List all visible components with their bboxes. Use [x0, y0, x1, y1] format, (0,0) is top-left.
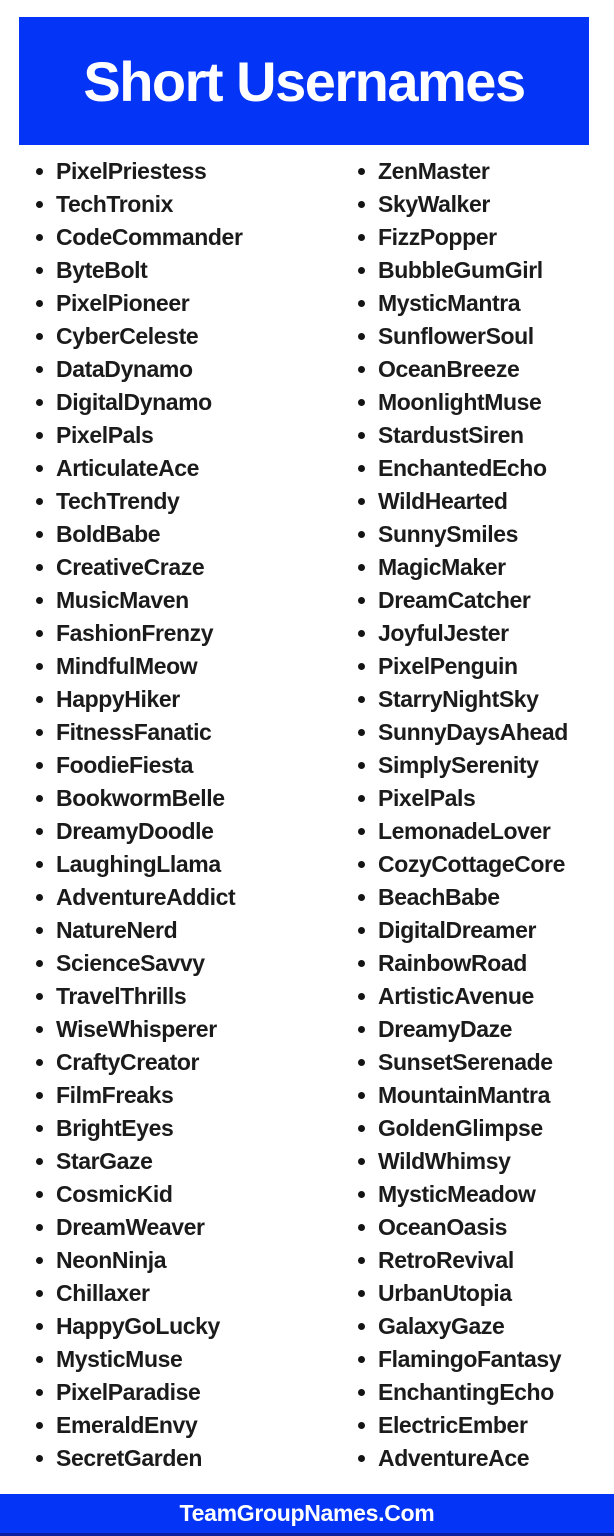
bullet-icon [36, 663, 43, 670]
username-text: SunsetSerenade [378, 1049, 553, 1075]
username-text: BeachBabe [378, 884, 500, 910]
bullet-icon [36, 234, 43, 241]
list-item [358, 716, 608, 749]
list-item [358, 749, 608, 782]
bullet-icon [358, 1422, 365, 1429]
username-text: FilmFreaks [56, 1082, 174, 1108]
list-item [358, 1376, 608, 1409]
username-text: SkyWalker [378, 191, 490, 217]
username-text: StarryNightSky [378, 686, 539, 712]
bullet-icon [36, 861, 43, 868]
username-text: DreamyDaze [378, 1016, 513, 1042]
username-text: CyberCeleste [56, 323, 199, 349]
bullet-icon [36, 1323, 43, 1330]
username-text: EmeraldEnvy [56, 1412, 198, 1438]
bullet-icon [358, 300, 365, 307]
list-item [358, 155, 608, 188]
bullet-icon [358, 927, 365, 934]
list-item [358, 518, 608, 551]
bullet-icon [358, 696, 365, 703]
list-item [358, 287, 608, 320]
username-text: BrightEyes [56, 1115, 174, 1141]
list-item [358, 848, 608, 881]
bullet-icon [36, 267, 43, 274]
list-item [36, 221, 326, 254]
username-text: PixelPioneer [56, 290, 190, 316]
list-item [36, 1079, 326, 1112]
username-list-left [36, 155, 326, 1475]
bullet-icon [358, 597, 365, 604]
list-item [36, 947, 326, 980]
username-text: DigitalDynamo [56, 389, 212, 415]
username-text: OceanOasis [378, 1214, 507, 1240]
bullet-icon [36, 927, 43, 934]
bullet-icon [358, 1092, 365, 1099]
list-item [36, 1376, 326, 1409]
list-item [36, 782, 326, 815]
username-text: FlamingoFantasy [378, 1346, 562, 1372]
bullet-icon [358, 663, 365, 670]
list-item [358, 452, 608, 485]
bullet-icon [358, 234, 365, 241]
list-item [36, 617, 326, 650]
list-item [358, 947, 608, 980]
list-item [36, 815, 326, 848]
bullet-icon [358, 861, 365, 868]
username-text: FashionFrenzy [56, 620, 214, 646]
username-text: SunnySmiles [378, 521, 519, 547]
username-text: CraftyCreator [56, 1049, 200, 1075]
list-item [36, 551, 326, 584]
bullet-icon [36, 531, 43, 538]
username-text: DreamCatcher [378, 587, 531, 613]
username-text: MountainMantra [378, 1082, 550, 1108]
bullet-icon [36, 795, 43, 802]
list-item [358, 320, 608, 353]
bullet-icon [358, 366, 365, 373]
list-item [358, 1310, 608, 1343]
username-text: GalaxyGaze [378, 1313, 505, 1339]
bullet-icon [358, 795, 365, 802]
username-text: DreamWeaver [56, 1214, 205, 1240]
username-text: PixelPals [56, 422, 154, 448]
bullet-icon [358, 399, 365, 406]
username-text: RainbowRoad [378, 950, 527, 976]
bullet-icon [36, 696, 43, 703]
list-item [36, 914, 326, 947]
username-text: PixelPals [378, 785, 476, 811]
username-text: SunflowerSoul [378, 323, 534, 349]
footer-site-name: TeamGroupNames.Com [179, 1500, 435, 1526]
username-text: MysticMuse [56, 1346, 183, 1372]
username-text: TechTrendy [56, 488, 180, 514]
list-item [358, 683, 608, 716]
username-text: CosmicKid [56, 1181, 173, 1207]
list-item [358, 254, 608, 287]
bullet-icon [358, 1257, 365, 1264]
bullet-icon [36, 1026, 43, 1033]
bullet-icon [358, 1158, 365, 1165]
username-text: MusicMaven [56, 587, 189, 613]
username-text: LemonadeLover [378, 818, 551, 844]
bullet-icon [358, 1389, 365, 1396]
bullet-icon [36, 333, 43, 340]
username-list-right [358, 155, 608, 1475]
bullet-icon [358, 1323, 365, 1330]
list-item [36, 980, 326, 1013]
list-item [36, 1178, 326, 1211]
username-text: HappyHiker [56, 686, 180, 712]
bullet-icon [36, 498, 43, 505]
username-text: WildWhimsy [378, 1148, 511, 1174]
list-item [36, 1442, 326, 1475]
list-item [358, 419, 608, 452]
bullet-icon [36, 1092, 43, 1099]
bullet-icon [36, 1125, 43, 1132]
list-item [36, 1310, 326, 1343]
username-text: MysticMantra [378, 290, 521, 316]
list-item [36, 1409, 326, 1442]
username-text: MysticMeadow [378, 1181, 536, 1207]
username-text: OceanBreeze [378, 356, 520, 382]
bullet-icon [36, 1290, 43, 1297]
list-item [358, 1244, 608, 1277]
bullet-icon [36, 1455, 43, 1462]
bullet-icon [36, 300, 43, 307]
username-text: EnchantingEcho [378, 1379, 554, 1405]
bullet-icon [36, 960, 43, 967]
username-text: NatureNerd [56, 917, 178, 943]
bullet-icon [36, 465, 43, 472]
bullet-icon [358, 1125, 365, 1132]
list-item [36, 254, 326, 287]
username-text: SunnyDaysAhead [378, 719, 568, 745]
bullet-icon [358, 1356, 365, 1363]
list-item [36, 386, 326, 419]
list-item [36, 155, 326, 188]
bullet-icon [36, 597, 43, 604]
list-item [36, 1244, 326, 1277]
page-title: Short Usernames [83, 49, 525, 113]
list-item [358, 1145, 608, 1178]
username-text: FizzPopper [378, 224, 497, 250]
footer-banner [0, 1494, 614, 1536]
list-item [358, 188, 608, 221]
list-item [358, 584, 608, 617]
list-item [36, 419, 326, 452]
username-text: ByteBolt [56, 257, 148, 283]
username-text: FoodieFiesta [56, 752, 194, 778]
username-text: GoldenGlimpse [378, 1115, 543, 1141]
username-text: StardustSiren [378, 422, 524, 448]
username-text: DigitalDreamer [378, 917, 537, 943]
username-text: UrbanUtopia [378, 1280, 512, 1306]
list-item [358, 980, 608, 1013]
bullet-icon [358, 1224, 365, 1231]
username-text: ScienceSavvy [56, 950, 205, 976]
bullet-icon [358, 960, 365, 967]
list-item [36, 1112, 326, 1145]
username-text: DataDynamo [56, 356, 193, 382]
username-text: WildHearted [378, 488, 508, 514]
list-item [36, 716, 326, 749]
username-text: TechTronix [56, 191, 173, 217]
bullet-icon [36, 399, 43, 406]
bullet-icon [358, 201, 365, 208]
bullet-icon [36, 1059, 43, 1066]
username-text: AdventureAce [378, 1445, 530, 1471]
bullet-icon [358, 1455, 365, 1462]
list-item [36, 287, 326, 320]
list-item [358, 353, 608, 386]
username-text: AdventureAddict [56, 884, 236, 910]
list-item [36, 1145, 326, 1178]
username-text: WiseWhisperer [56, 1016, 217, 1042]
username-text: ZenMaster [378, 158, 490, 184]
list-item [36, 452, 326, 485]
bullet-icon [36, 1257, 43, 1264]
username-text: CozyCottageCore [378, 851, 565, 877]
bullet-icon [358, 168, 365, 175]
username-text: LaughingLlama [56, 851, 221, 877]
bullet-icon [36, 630, 43, 637]
list-item [36, 749, 326, 782]
bullet-icon [358, 465, 365, 472]
bullet-icon [36, 1389, 43, 1396]
username-text: CreativeCraze [56, 554, 205, 580]
list-item [358, 551, 608, 584]
list-item [36, 584, 326, 617]
username-text: BookwormBelle [56, 785, 225, 811]
bullet-icon [358, 531, 365, 538]
bullet-icon [36, 1422, 43, 1429]
username-text: ArtisticAvenue [378, 983, 534, 1009]
list-item [358, 881, 608, 914]
list-item [36, 518, 326, 551]
bullet-icon [36, 993, 43, 1000]
username-text: MagicMaker [378, 554, 506, 580]
bullet-icon [358, 630, 365, 637]
username-text: JoyfulJester [378, 620, 509, 646]
bullet-icon [36, 894, 43, 901]
list-item [358, 485, 608, 518]
username-text: BoldBabe [56, 521, 161, 547]
list-item [36, 320, 326, 353]
username-text: MindfulMeow [56, 653, 198, 679]
bullet-icon [36, 432, 43, 439]
bullet-icon [358, 1290, 365, 1297]
list-item [358, 1277, 608, 1310]
list-item [358, 1079, 608, 1112]
bullet-icon [358, 564, 365, 571]
bullet-icon [36, 1356, 43, 1363]
bullet-icon [36, 564, 43, 571]
username-text: PixelPenguin [378, 653, 518, 679]
bullet-icon [36, 762, 43, 769]
header-banner [19, 17, 589, 145]
username-text: PixelPriestess [56, 158, 207, 184]
list-item [358, 1211, 608, 1244]
bullet-icon [36, 1224, 43, 1231]
list-item [358, 1442, 608, 1475]
bullet-icon [358, 498, 365, 505]
list-item [36, 848, 326, 881]
bullet-icon [358, 333, 365, 340]
list-item [358, 650, 608, 683]
list-item [36, 485, 326, 518]
bullet-icon [358, 828, 365, 835]
list-item [358, 1178, 608, 1211]
list-item [358, 386, 608, 419]
bullet-icon [36, 201, 43, 208]
list-item [358, 221, 608, 254]
list-item [358, 1343, 608, 1376]
bullet-icon [358, 1191, 365, 1198]
list-item [36, 683, 326, 716]
bullet-icon [358, 267, 365, 274]
list-item [358, 617, 608, 650]
list-item [358, 1013, 608, 1046]
bullet-icon [358, 1059, 365, 1066]
bullet-icon [358, 894, 365, 901]
username-text: PixelParadise [56, 1379, 201, 1405]
username-text: RetroRevival [378, 1247, 514, 1273]
username-text: NeonNinja [56, 1247, 167, 1273]
list-item [358, 782, 608, 815]
bullet-icon [358, 729, 365, 736]
list-item [358, 1112, 608, 1145]
list-item [358, 914, 608, 947]
bullet-icon [36, 729, 43, 736]
bullet-icon [36, 828, 43, 835]
username-text: HappyGoLucky [56, 1313, 220, 1339]
bullet-icon [358, 993, 365, 1000]
username-text: FitnessFanatic [56, 719, 212, 745]
username-text: TravelThrills [56, 983, 187, 1009]
bullet-icon [358, 762, 365, 769]
bullet-icon [358, 1026, 365, 1033]
list-item [36, 1013, 326, 1046]
list-item [36, 881, 326, 914]
list-item [36, 650, 326, 683]
username-text: SecretGarden [56, 1445, 203, 1471]
bullet-icon [358, 432, 365, 439]
username-text: ArticulateAce [56, 455, 200, 481]
username-text: CodeCommander [56, 224, 243, 250]
list-item [36, 1211, 326, 1244]
username-text: DreamyDoodle [56, 818, 214, 844]
list-item [36, 353, 326, 386]
username-text: ElectricEmber [378, 1412, 528, 1438]
username-text: Chillaxer [56, 1280, 150, 1306]
username-text: MoonlightMuse [378, 389, 542, 415]
username-text: StarGaze [56, 1148, 153, 1174]
username-text: SimplySerenity [378, 752, 539, 778]
bullet-icon [36, 1191, 43, 1198]
list-item [36, 188, 326, 221]
list-item [358, 1046, 608, 1079]
list-item [36, 1343, 326, 1376]
list-item [358, 1409, 608, 1442]
list-item [358, 815, 608, 848]
username-text: BubbleGumGirl [378, 257, 543, 283]
bullet-icon [36, 366, 43, 373]
bullet-icon [36, 1158, 43, 1165]
list-item [36, 1046, 326, 1079]
list-item [36, 1277, 326, 1310]
username-text: EnchantedEcho [378, 455, 547, 481]
bullet-icon [36, 168, 43, 175]
